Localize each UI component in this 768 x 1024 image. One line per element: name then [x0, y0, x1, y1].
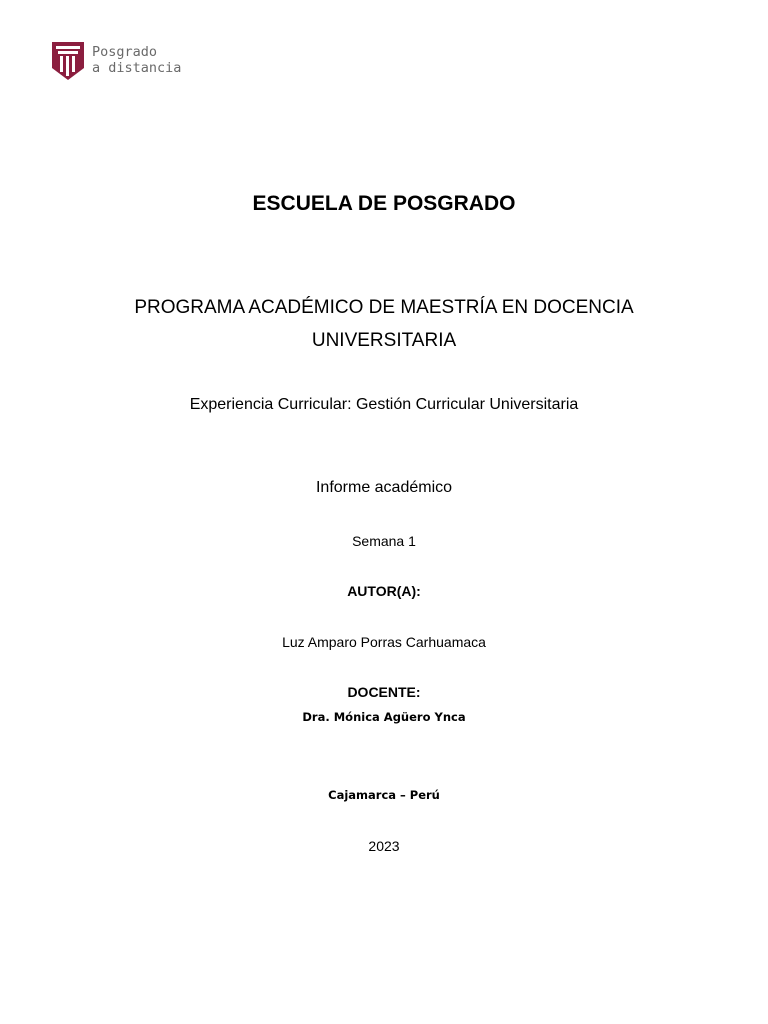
- place: Cajamarca – Perú: [328, 788, 440, 802]
- school-title: ESCUELA DE POSGRADO: [252, 192, 516, 215]
- logo-line-1: Posgrado: [92, 44, 158, 60]
- author-name: Luz Amparo Porras Carhuamaca: [282, 634, 486, 650]
- year: 2023: [368, 838, 400, 854]
- report-type: Informe académico: [315, 479, 453, 496]
- author-label: AUTOR(A):: [347, 583, 421, 599]
- teacher-label: DOCENTE:: [347, 684, 421, 700]
- program-title: [0, 291, 768, 357]
- curricular-experience: Experiencia Curricular: Gestión Curricular Universitaria: [189, 396, 579, 413]
- logo: [50, 36, 210, 84]
- program-title-line-2: UNIVERSITARIA: [311, 330, 457, 351]
- week-label: Semana 1: [352, 533, 416, 549]
- teacher-name: Dra. Mónica Agüero Ynca: [302, 710, 466, 724]
- logo-line-2: a distancia: [92, 60, 182, 76]
- book-shield-icon: [50, 38, 86, 82]
- logo-text: [92, 44, 181, 76]
- program-title-line-1: PROGRAMA ACADÉMICO DE MAESTRÍA EN DOCENCIA: [134, 297, 634, 318]
